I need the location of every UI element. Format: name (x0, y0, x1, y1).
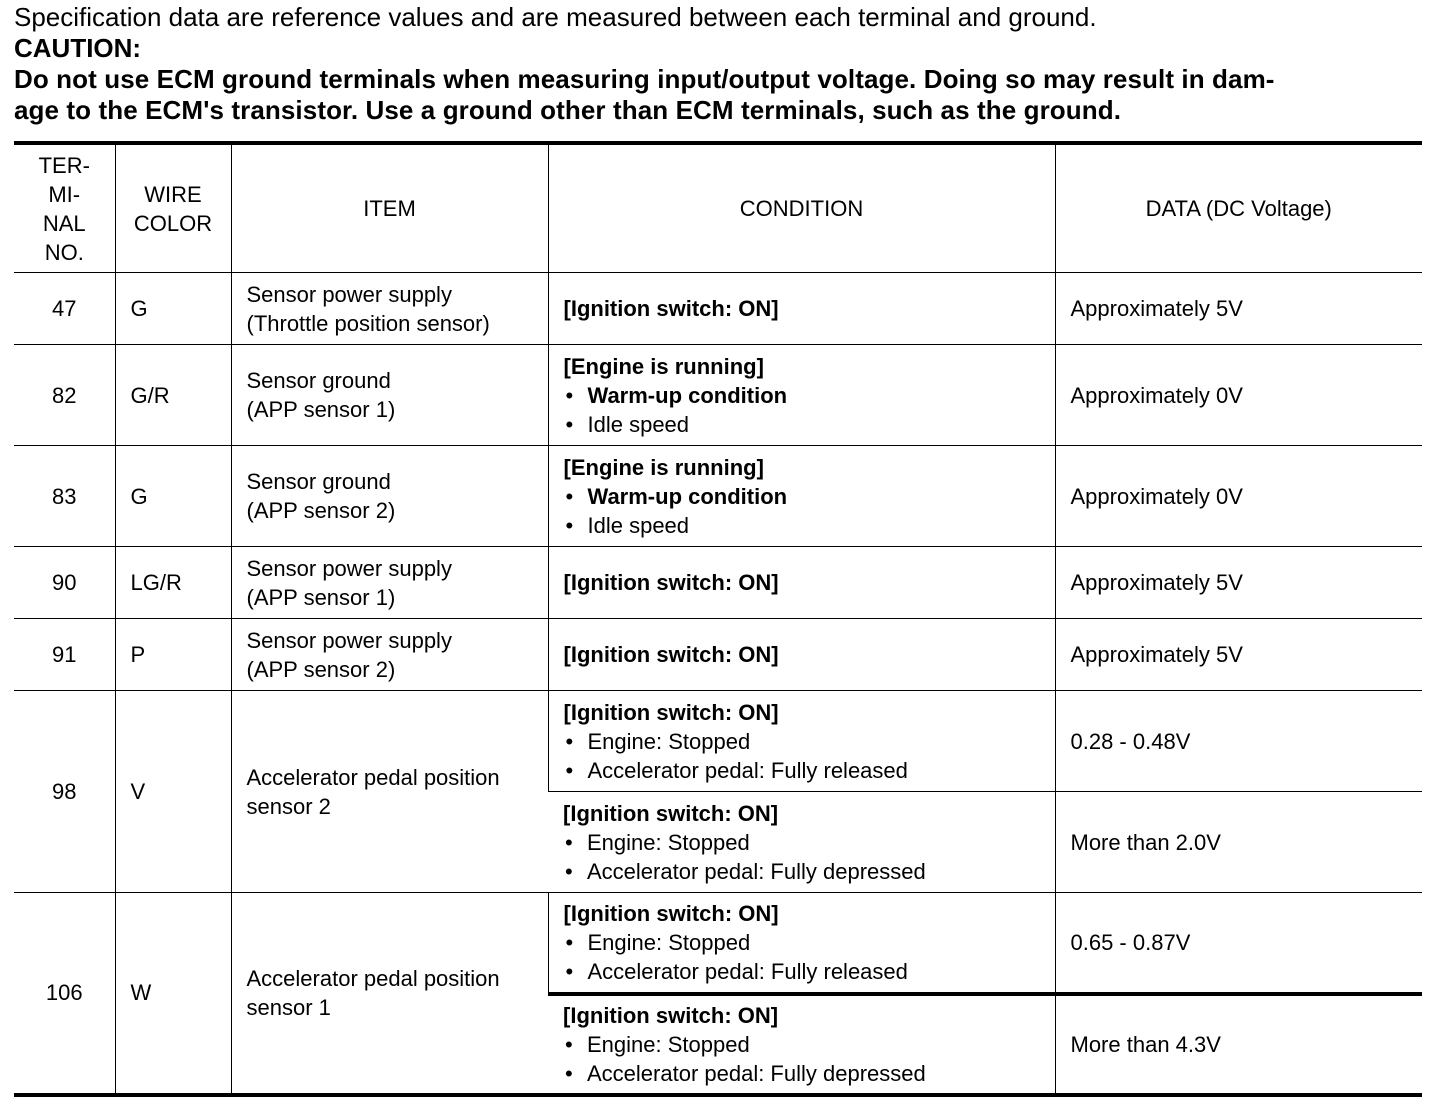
item-text: (APP sensor 1) (246, 584, 396, 610)
condition-bullet: • Idle speed (564, 511, 1055, 540)
item-text: Sensor power supply (246, 555, 452, 581)
wire-color-cell: G/R (115, 345, 231, 446)
terminal-no-cell: 83 (14, 446, 115, 547)
wire-color-cell: V (115, 691, 231, 893)
table-row (14, 446, 1422, 547)
header-item: ITEM (231, 143, 548, 273)
condition-title: [Engine is running] (563, 353, 764, 379)
item-text: Accelerator pedal position (246, 764, 500, 790)
wire-color-cell: LG/R (115, 547, 231, 619)
condition-title: [Ignition switch: ON] (563, 900, 779, 926)
item-cell (231, 273, 548, 345)
data-value-cell: Approximately 5V (1055, 547, 1422, 619)
condition-cell (548, 994, 1055, 1095)
condition-cell (548, 446, 1055, 547)
table-row (14, 273, 1422, 345)
condition-title: [Ignition switch: ON] (563, 642, 779, 667)
item-text: (APP sensor 1) (246, 397, 396, 422)
item-cell (231, 345, 548, 446)
spec-note: Specification data are reference values and are measured between each terminal and ground. (14, 2, 1097, 32)
table-row (14, 345, 1422, 446)
condition-bullet: • Warm-up condition (564, 381, 1055, 410)
condition-bullet: • Accelerator pedal: Fully released (564, 957, 1055, 986)
wire-color-cell: W (115, 893, 231, 1095)
header-data: DATA (DC Voltage) (1055, 143, 1422, 273)
terminal-spec-table (14, 141, 1422, 1097)
terminal-no-cell: 82 (14, 345, 115, 446)
condition-cell (548, 273, 1055, 345)
table-header-row (14, 143, 1422, 273)
wire-color-cell: G (115, 446, 231, 547)
data-value-cell: More than 4.3V (1055, 994, 1422, 1095)
item-cell (231, 691, 548, 893)
item-text: sensor 2 (246, 793, 331, 819)
item-text: Accelerator pedal position (246, 965, 500, 991)
condition-cell (548, 547, 1055, 619)
condition-cell (548, 691, 1055, 792)
condition-title: [Ignition switch: ON] (563, 296, 779, 321)
condition-bullet: • Engine: Stopped (563, 1030, 1055, 1059)
condition-cell (548, 619, 1055, 691)
item-cell (231, 893, 548, 1095)
terminal-no-cell: 106 (14, 893, 115, 1095)
table-row (14, 691, 1422, 792)
condition-title: [Ignition switch: ON] (563, 1002, 779, 1028)
item-text: (APP sensor 2) (246, 656, 396, 682)
table-row (14, 619, 1422, 691)
data-value-cell: Approximately 0V (1055, 345, 1422, 446)
data-value-cell: Approximately 5V (1055, 273, 1422, 345)
data-value-cell: More than 2.0V (1055, 792, 1422, 893)
condition-bullet: • Engine: Stopped (564, 727, 1055, 756)
condition-title: [Engine is running] (563, 454, 764, 480)
table-row (14, 893, 1422, 994)
item-text: Sensor ground (246, 368, 391, 393)
caution-text-line-1: Do not use ECM ground terminals when measuring input/output voltage. Doing so may result in dam- (14, 64, 1275, 94)
condition-bullet: • Engine: Stopped (564, 928, 1055, 957)
header-condition: CONDITION (548, 143, 1055, 273)
condition-bullet: • Idle speed (564, 410, 1055, 439)
header-terminal-no: TER- MI- NAL NO. (14, 143, 115, 273)
condition-title: [Ignition switch: ON] (563, 800, 779, 826)
condition-bullet: • Accelerator pedal: Fully released (564, 756, 1055, 785)
data-value-cell: 0.65 - 0.87V (1055, 893, 1422, 994)
item-cell (231, 619, 548, 691)
terminal-no-cell: 98 (14, 691, 115, 893)
item-text: Sensor ground (246, 469, 391, 494)
data-value-cell: Approximately 0V (1055, 446, 1422, 547)
condition-title: [Ignition switch: ON] (563, 570, 779, 595)
wire-color-cell: G (115, 273, 231, 345)
condition-bullet: • Accelerator pedal: Fully depressed (563, 1059, 1055, 1088)
intro-block (14, 2, 1426, 126)
condition-title: [Ignition switch: ON] (563, 699, 779, 725)
item-text: sensor 1 (246, 994, 331, 1020)
item-text: (APP sensor 2) (246, 498, 396, 523)
header-wire-color: WIRE COLOR (115, 143, 231, 273)
caution-title: CAUTION: (14, 33, 142, 63)
data-value-cell: 0.28 - 0.48V (1055, 691, 1422, 792)
item-cell (231, 547, 548, 619)
condition-bullet: • Accelerator pedal: Fully depressed (563, 857, 1055, 886)
item-text: Sensor power supply (246, 281, 452, 307)
condition-cell (548, 345, 1055, 446)
terminal-no-cell: 47 (14, 273, 115, 345)
wire-color-cell: P (115, 619, 231, 691)
item-text: Sensor power supply (246, 627, 452, 653)
condition-bullet: • Warm-up condition (564, 482, 1055, 511)
item-text: (Throttle position sensor) (246, 310, 490, 336)
condition-cell (548, 792, 1055, 893)
terminal-no-cell: 91 (14, 619, 115, 691)
table-row (14, 547, 1422, 619)
data-value-cell: Approximately 5V (1055, 619, 1422, 691)
terminal-no-cell: 90 (14, 547, 115, 619)
condition-bullet: • Engine: Stopped (563, 828, 1055, 857)
item-cell (231, 446, 548, 547)
caution-text-line-2: age to the ECM's transistor. Use a ground other than ECM terminals, such as the ground. (14, 95, 1122, 125)
condition-cell (548, 893, 1055, 994)
